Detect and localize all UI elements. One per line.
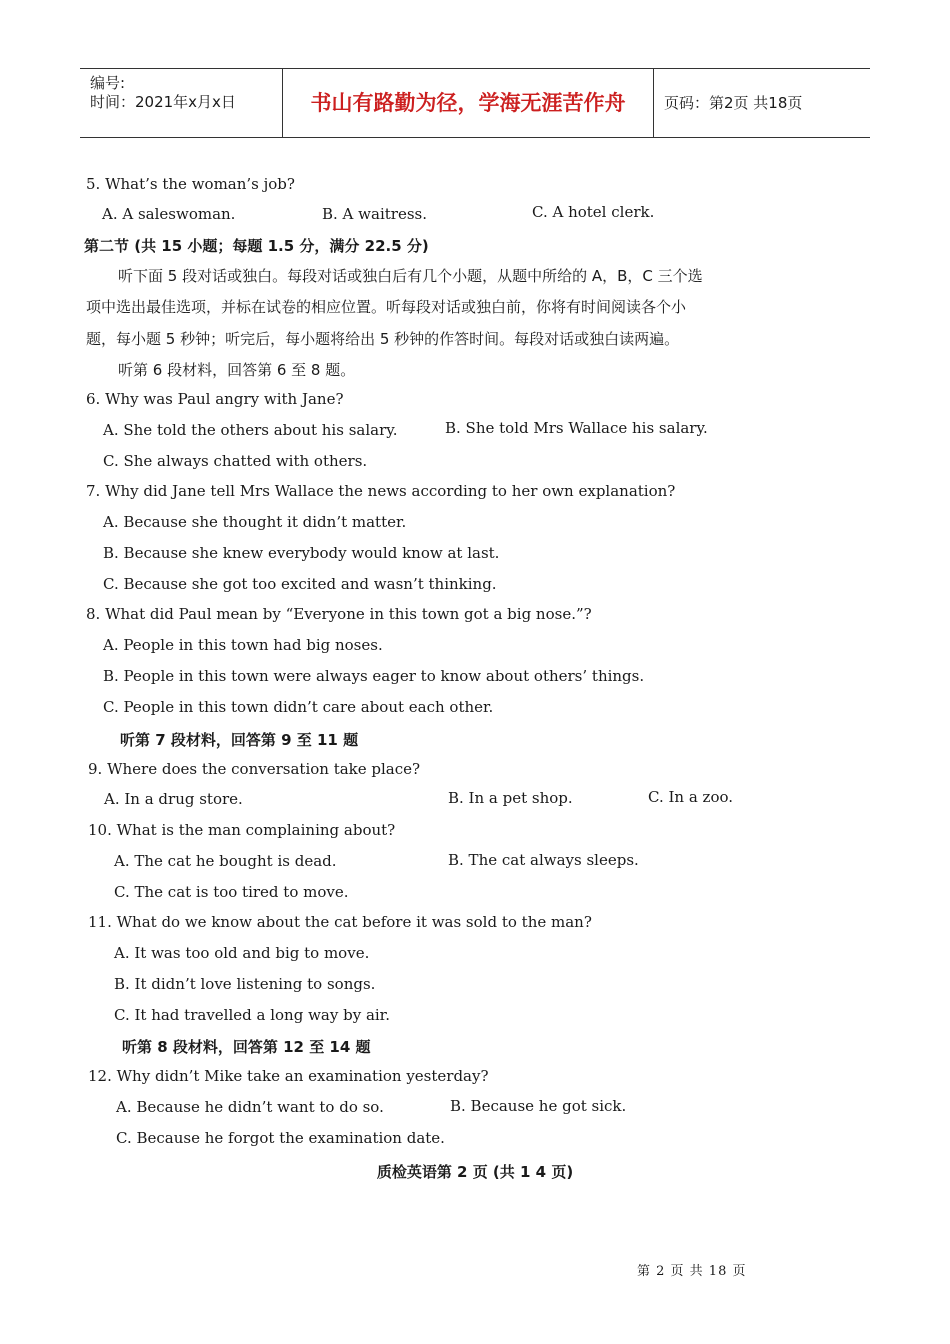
material-7-heading: 听第 7 段材料，回答第 9 至 11 题 xyxy=(120,731,359,749)
q5-option-b: B. A waitress. xyxy=(322,205,427,223)
header-meta xyxy=(80,69,283,137)
q12-option-b: B. Because he got sick. xyxy=(450,1097,627,1115)
page-info: 页码：第2页 共18页 xyxy=(664,94,803,112)
question-5: 5. What’s the woman’s job? xyxy=(86,175,295,193)
instruction-line-3: 题，每小题 5 秒钟；听完后，每小题将给出 5 秒钟的作答时间。每段对话或独白读两遍。 xyxy=(86,330,680,348)
q9-option-a: A. In a drug store. xyxy=(104,790,243,808)
q6-option-c: C. She always chatted with others. xyxy=(103,452,368,470)
q6-option-a: A. She told the others about his salary. xyxy=(103,421,398,439)
q7-option-c: C. Because she got too excited and wasn’t thinking. xyxy=(103,575,497,593)
number-label: 编号: xyxy=(90,74,126,92)
q9-option-c: C. In a zoo. xyxy=(648,788,734,806)
q8-option-b: B. People in this town were always eager to know about others’ things. xyxy=(103,667,645,685)
q10-option-b: B. The cat always sleeps. xyxy=(448,851,639,869)
q9-option-b: B. In a pet shop. xyxy=(448,789,573,807)
q8-option-c: C. People in this town didn’t care about each other. xyxy=(103,698,494,716)
question-9: 9. Where does the conversation take place? xyxy=(88,760,421,778)
q11-option-b: B. It didn’t love listening to songs. xyxy=(114,975,376,993)
motto: 书山有路勤为径，学海无涯苦作舟 xyxy=(283,69,654,137)
q11-option-a: A. It was too old and big to move. xyxy=(114,944,370,962)
material-8-heading: 听第 8 段材料，回答第 12 至 14 题 xyxy=(122,1038,371,1056)
q12-option-c: C. Because he forgot the examination date. xyxy=(116,1129,445,1147)
question-8: 8. What did Paul mean by “Everyone in this town got a big nose.”? xyxy=(86,605,592,623)
q8-option-a: A. People in this town had big noses. xyxy=(103,636,383,654)
material-6-heading: 听第 6 段材料，回答第 6 至 8 题。 xyxy=(118,361,356,379)
question-7: 7. Why did Jane tell Mrs Wallace the news according to her own explanation? xyxy=(86,482,676,500)
q11-option-c: C. It had travelled a long way by air. xyxy=(114,1006,390,1024)
q5-option-a: A. A saleswoman. xyxy=(102,205,236,223)
q7-option-b: B. Because she knew everybody would know at last. xyxy=(103,544,500,562)
q7-option-a: A. Because she thought it didn’t matter. xyxy=(103,513,407,531)
question-10: 10. What is the man complaining about? xyxy=(88,821,396,839)
time-label: 时间：2021年x月x日 xyxy=(90,93,236,111)
q10-option-c: C. The cat is too tired to move. xyxy=(114,883,349,901)
page-header xyxy=(80,68,870,138)
instruction-line-1: 听下面 5 段对话或独白。每段对话或独白后有几个小题，从题中所给的 A，B，C 三个选 xyxy=(118,267,703,285)
question-12: 12. Why didn’t Mike take an examination yesterday? xyxy=(88,1067,489,1085)
q10-option-a: A. The cat he bought is dead. xyxy=(114,852,337,870)
question-11: 11. What do we know about the cat before it was sold to the man? xyxy=(88,913,592,931)
page-number: 第 2 页 共 18 页 xyxy=(637,1264,747,1279)
exam-page-footer: 质检英语第 2 页 (共 1 4 页) xyxy=(376,1163,574,1181)
q6-option-b: B. She told Mrs Wallace his salary. xyxy=(445,419,708,437)
q12-option-a: A. Because he didn’t want to do so. xyxy=(116,1098,384,1116)
instruction-line-2: 项中选出最佳选项，并标在试卷的相应位置。听每段对话或独白前，你将有时间阅读各个小 xyxy=(86,298,687,316)
question-6: 6. Why was Paul angry with Jane? xyxy=(86,390,344,408)
q5-option-c: C. A hotel clerk. xyxy=(532,203,655,221)
section-title: 第二节 (共 15 小题；每题 1.5 分，满分 22.5 分) xyxy=(84,237,429,255)
